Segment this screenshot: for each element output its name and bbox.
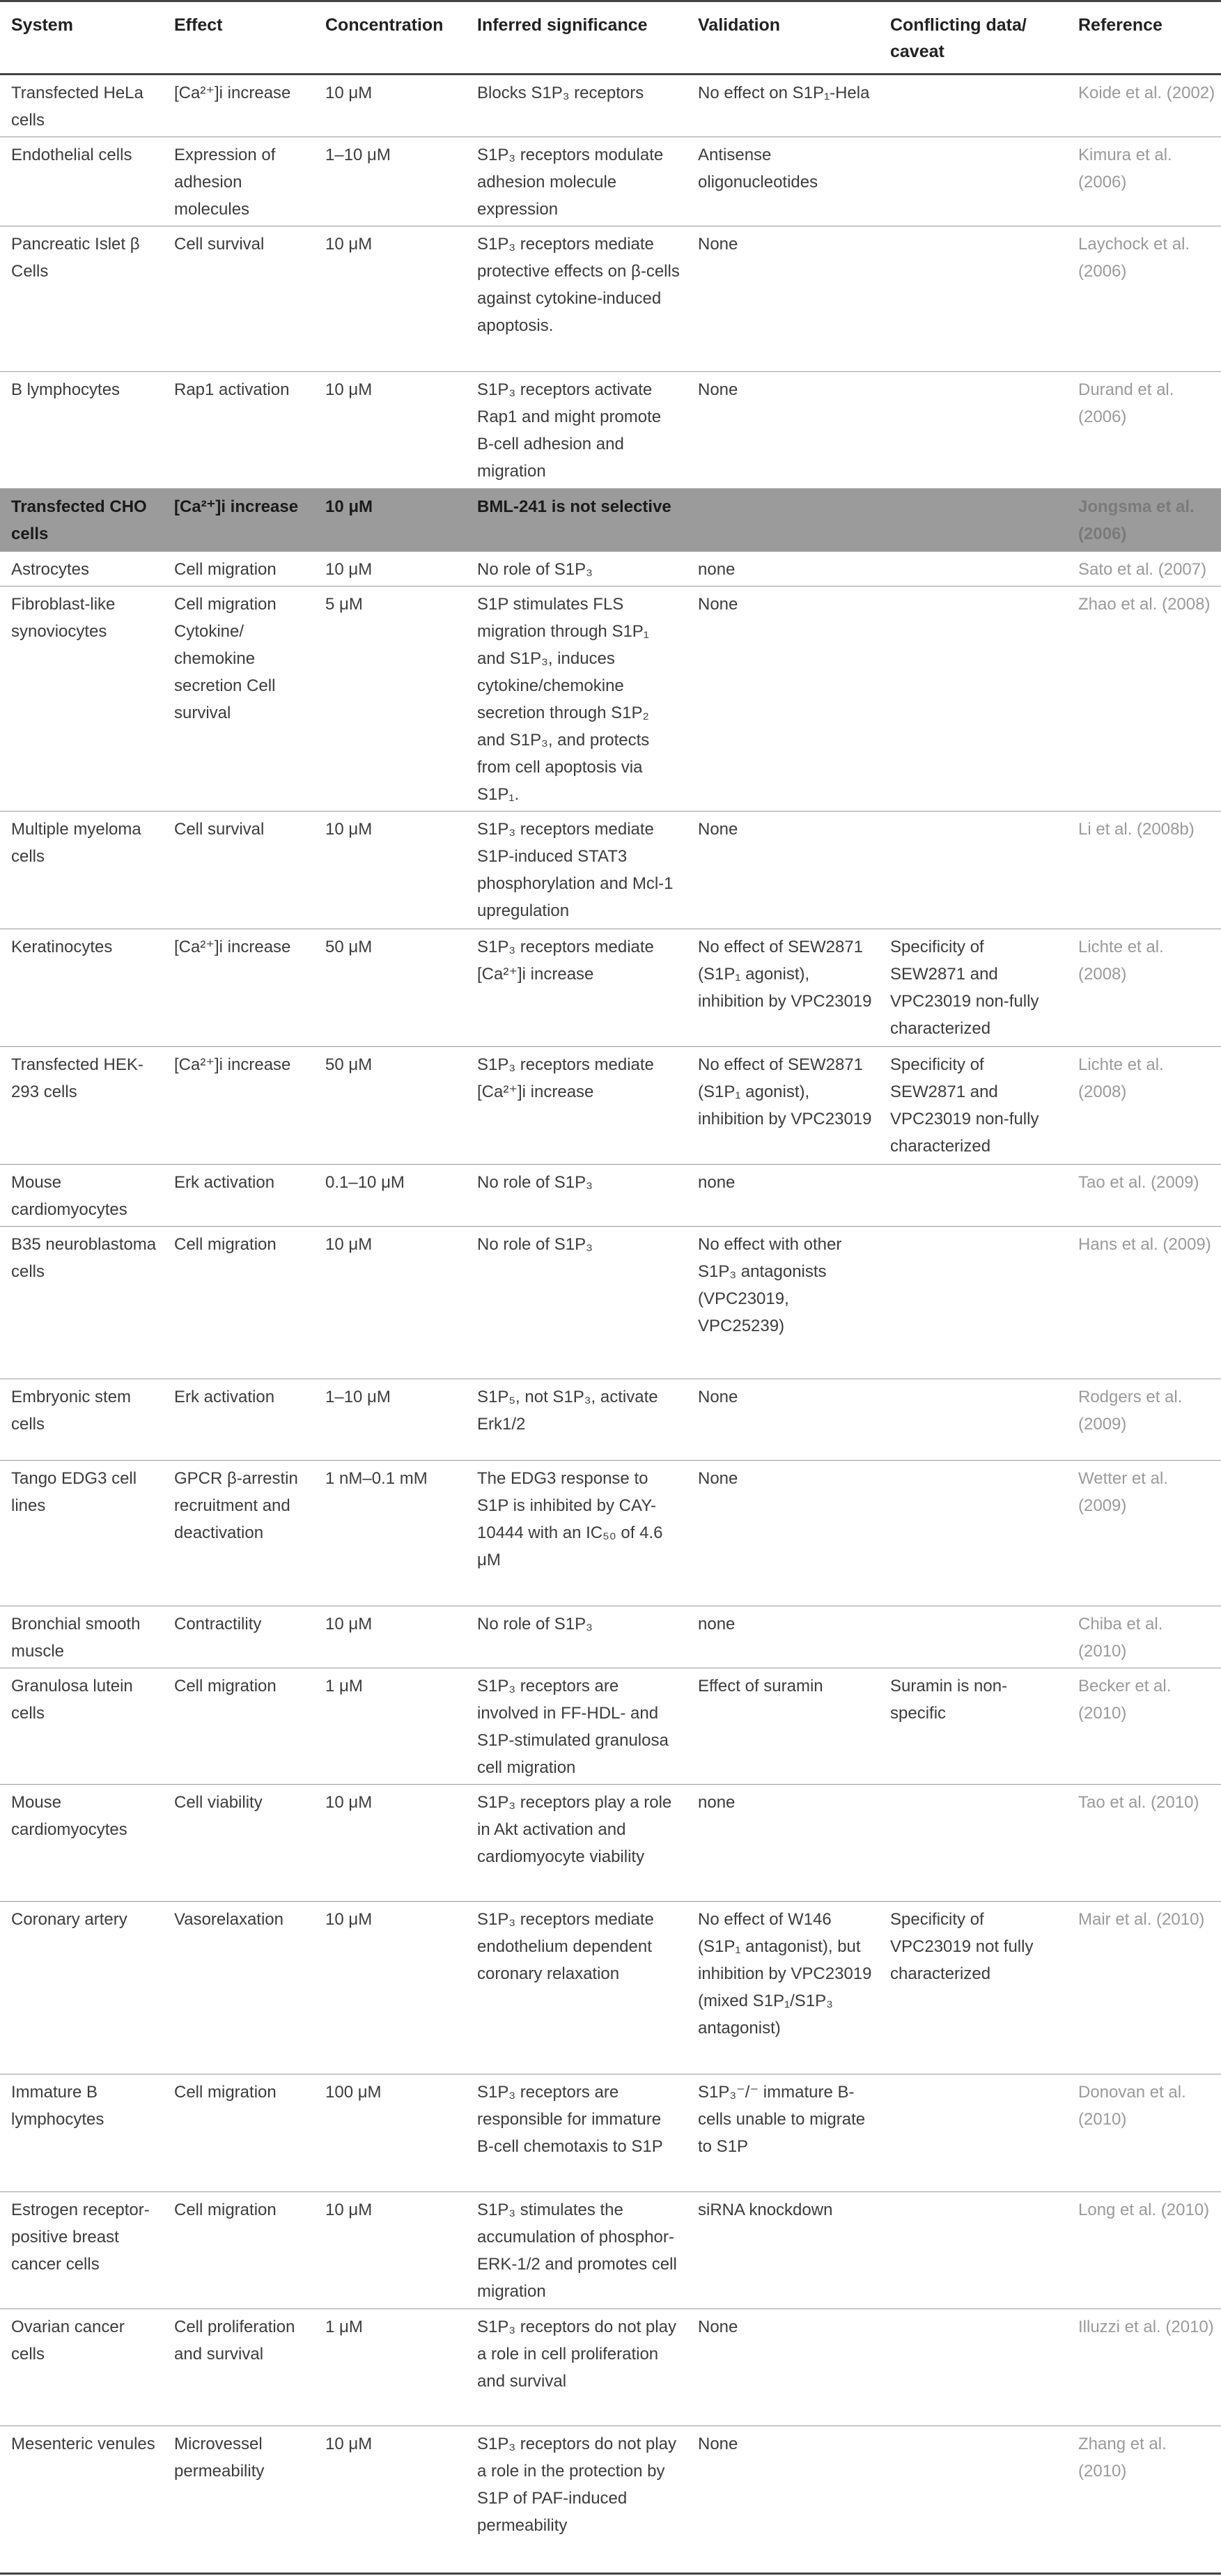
table-row — [0, 137, 1221, 226]
table-row — [0, 1461, 1221, 1606]
cell-inferred-significance: The EDG3 response to S1P is inhibited by CAY-10444 with an IC₅₀ of 4.6 μM — [477, 1469, 663, 1569]
cell-inferred-significance: S1P₃ receptors do not play a role in the protection by S1P of PAF-induced permeability — [477, 2435, 676, 2535]
cell-validation: None — [698, 2435, 738, 2453]
table-row — [0, 75, 1221, 137]
cell-reference: Zhang et al. (2010) — [1078, 2435, 1167, 2481]
cell-effect: Cell viability — [174, 1793, 263, 1812]
cell-validation: No effect with other S1P₃ antagonists (VPC23019, VPC25239) — [698, 1235, 842, 1335]
cell-caveat — [879, 489, 1067, 552]
cell-system: Astrocytes — [11, 560, 90, 579]
table-row — [0, 1227, 1221, 1379]
cell-effect: Cell migration — [174, 2201, 277, 2219]
table-row — [0, 489, 1221, 552]
cell-caveat — [879, 812, 1067, 929]
table-row — [0, 1785, 1221, 1902]
cell-concentration: 5 μM — [325, 595, 363, 614]
cell-reference: Hans et al. (2009) — [1078, 1235, 1211, 1254]
cell-caveat — [879, 2074, 1067, 2192]
table-row — [0, 1047, 1221, 1165]
header-effect: Effect — [174, 15, 223, 35]
cell-validation: No effect of SEW2871 (S1P₁ agonist), inhibition by VPC23019 — [698, 938, 872, 1011]
cell-reference: Li et al. (2008b) — [1078, 820, 1195, 839]
cell-effect: Expression of adhesion molecules — [174, 146, 276, 219]
cell-effect: [Ca²⁺]i increase — [163, 489, 314, 552]
cell-validation: None — [698, 595, 738, 614]
cell-effect: Erk activation — [174, 1388, 275, 1406]
cell-concentration: 1–10 μM — [325, 1388, 391, 1406]
cell-system: Ovarian cancer cells — [11, 2318, 125, 2364]
cell-effect: Vasorelaxation — [174, 1910, 283, 1929]
cell-inferred-significance: S1P stimulates FLS migration through S1P₁ and S1P₃, induces cytokine/chemokine secretion through S1P₂ and S1P₃, and protects from cell apoptosis via S1P₁. — [477, 595, 650, 804]
cell-concentration: 50 μM — [325, 938, 373, 956]
cell-effect: Cell migration — [174, 560, 277, 579]
cell-system: Keratinocytes — [11, 938, 113, 956]
cell-reference: Illuzzi et al. (2010) — [1078, 2318, 1214, 2336]
cell-effect: Cell proliferation and survival — [174, 2318, 295, 2364]
cell-effect: Contractility — [174, 1615, 262, 1634]
cell-caveat — [879, 75, 1067, 137]
cell-effect: Cell migration — [174, 1235, 277, 1254]
cell-reference: Jongsma et al. (2006) — [1067, 489, 1221, 552]
cell-effect: Cell migration — [174, 2083, 277, 2102]
cell-reference: Mair et al. (2010) — [1078, 1910, 1205, 1929]
cell-inferred-significance: S1P₃ receptors play a role in Akt activation and cardiomyocyte viability — [477, 1793, 672, 1866]
cell-reference: Kimura et al. (2006) — [1078, 146, 1172, 192]
cell-validation: none — [698, 560, 736, 579]
cell-caveat: Suramin is non-specific — [890, 1677, 1008, 1723]
cell-validation: No effect of W146 (S1P₁ antagonist), but inhibition by VPC23019 (mixed S1P₁/S1P₃ antagonist) — [698, 1910, 872, 2038]
cell-caveat: Specificity of SEW2871 and VPC23019 non-fully characterized — [890, 938, 1039, 1038]
cell-concentration: 0.1–10 μM — [325, 1173, 405, 1192]
table-row — [0, 372, 1221, 489]
header-inferred-significance: Inferred significance — [477, 15, 648, 35]
cell-validation: None — [698, 380, 738, 399]
header-concentration: Concentration — [325, 15, 444, 35]
table-row — [0, 1165, 1221, 1227]
cell-concentration: 100 μM — [325, 2083, 382, 2102]
cell-reference: Chiba et al. (2010) — [1078, 1615, 1163, 1661]
cell-caveat — [879, 1785, 1067, 1902]
cell-inferred-significance: S1P₃ receptors are involved in FF-HDL- and S1P-stimulated granulosa cell migration — [477, 1677, 669, 1777]
cell-effect: GPCR β-arrestin recruitment and deactivation — [174, 1469, 298, 1542]
cell-system: Immature B lymphocytes — [11, 2083, 104, 2129]
cell-inferred-significance: S1P₃ receptors modulate adhesion molecule expression — [477, 146, 664, 219]
cell-inferred-significance: No role of S1P₃ — [477, 1173, 593, 1192]
cell-system: Endothelial cells — [11, 146, 132, 164]
cell-inferred-significance: No role of S1P₃ — [477, 1615, 593, 1634]
cell-concentration: 10 μM — [325, 380, 373, 399]
table-row — [0, 552, 1221, 587]
cell-system: Coronary artery — [11, 1910, 127, 1929]
table-row — [0, 812, 1221, 929]
cell-concentration: 10 μM — [325, 820, 373, 839]
cell-caveat — [879, 372, 1067, 489]
cell-caveat — [879, 1379, 1067, 1461]
cell-system: Pancreatic Islet β Cells — [11, 235, 140, 281]
cell-effect: [Ca²⁺]i increase — [174, 84, 291, 102]
cell-caveat — [879, 552, 1067, 587]
cell-validation: None — [698, 820, 738, 839]
cell-system: Transfected HeLa cells — [11, 84, 143, 130]
table-row — [0, 1379, 1221, 1461]
cell-effect: Cell migration — [174, 1677, 277, 1696]
cell-system: Tango EDG3 cell lines — [11, 1469, 137, 1515]
cell-system: Mouse cardiomyocytes — [11, 1173, 127, 1219]
cell-system: B lymphocytes — [11, 380, 120, 399]
cell-system: Transfected CHO cells — [0, 489, 163, 552]
cell-reference: Durand et al. (2006) — [1078, 380, 1174, 426]
header-validation: Validation — [698, 15, 781, 35]
cell-caveat — [879, 2426, 1067, 2574]
cell-concentration: 10 μM — [325, 2435, 373, 2453]
cell-concentration: 10 μM — [325, 560, 373, 579]
table-body — [0, 75, 1221, 2574]
cell-caveat — [879, 587, 1067, 812]
table-row — [0, 2309, 1221, 2426]
cell-concentration: 50 μM — [325, 1055, 373, 1074]
cell-inferred-significance: S1P₃ receptors are responsible for immature B-cell chemotaxis to S1P — [477, 2083, 663, 2156]
cell-inferred-significance: S1P₃ receptors mediate S1P-induced STAT3 phosphorylation and Mcl-1 upregulation — [477, 820, 674, 920]
cell-concentration: 10 μM — [325, 1235, 373, 1254]
cell-concentration: 1–10 μM — [325, 146, 391, 164]
cell-inferred-significance: S1P₅, not S1P₃, activate Erk1/2 — [477, 1388, 658, 1434]
cell-reference: Tao et al. (2010) — [1078, 1793, 1199, 1812]
cell-concentration: 10 μM — [314, 489, 466, 552]
cell-validation: none — [698, 1173, 736, 1192]
cell-system: Bronchial smooth muscle — [11, 1615, 141, 1661]
cell-validation: Antisense oligonucleotides — [698, 146, 818, 192]
cell-inferred-significance: No role of S1P₃ — [477, 1235, 593, 1254]
cell-caveat — [879, 1227, 1067, 1379]
cell-inferred-significance: No role of S1P₃ — [477, 560, 593, 579]
cell-caveat: Specificity of VPC23019 not fully characterized — [890, 1910, 1034, 1983]
cell-concentration: 1 μM — [325, 1677, 363, 1696]
cell-effect: Erk activation — [174, 1173, 275, 1192]
cell-concentration: 10 μM — [325, 84, 373, 102]
cell-reference: Laychock et al. (2006) — [1078, 235, 1190, 281]
cell-effect: Cell migration Cytokine/ chemokine secretion Cell survival — [174, 595, 277, 722]
table-row — [0, 1902, 1221, 2074]
cell-validation: None — [698, 2318, 738, 2336]
cell-caveat — [879, 1606, 1067, 1668]
header-conflicting-data: Conflicting data/ caveat — [890, 15, 1027, 61]
cell-reference: Tao et al. (2009) — [1078, 1173, 1199, 1192]
cell-caveat — [879, 2192, 1067, 2309]
cell-reference: Lichte et al. (2008) — [1078, 938, 1164, 984]
cell-reference: Zhao et al. (2008) — [1078, 595, 1211, 614]
header-reference: Reference — [1078, 15, 1162, 35]
cell-system: Mesenteric venules — [11, 2435, 155, 2453]
cell-concentration: 10 μM — [325, 1793, 373, 1812]
cell-inferred-significance: S1P₃ receptors mediate protective effects on β-cells against cytokine-induced apoptosis. — [477, 235, 680, 335]
cell-system: Embryonic stem cells — [11, 1388, 132, 1434]
cell-inferred-significance: S1P₃ receptors do not play a role in cell proliferation and survival — [477, 2318, 676, 2391]
table-row — [0, 929, 1221, 1047]
cell-validation: No effect of SEW2871 (S1P₁ agonist), inhibition by VPC23019 — [698, 1055, 872, 1128]
cell-inferred-significance: S1P₃ receptors mediate endothelium dependent coronary relaxation — [477, 1910, 654, 1983]
cell-validation: S1P₃⁻/⁻ immature B-cells unable to migrate to S1P — [698, 2083, 866, 2156]
cell-system: B35 neuroblastoma cells — [11, 1235, 157, 1281]
cell-system: Estrogen receptor-positive breast cancer cells — [11, 2201, 150, 2274]
cell-inferred-significance: BML-241 is not selective — [466, 489, 687, 552]
cell-validation: Effect of suramin — [698, 1677, 823, 1696]
cell-caveat — [879, 137, 1067, 226]
cell-caveat — [879, 226, 1067, 372]
cell-system: Granulosa lutein cells — [11, 1677, 133, 1723]
table-row — [0, 1606, 1221, 1668]
cell-reference: Long et al. (2010) — [1078, 2201, 1210, 2219]
cell-inferred-significance: Blocks S1P₃ receptors — [477, 84, 644, 102]
cell-caveat — [879, 1165, 1067, 1227]
cell-reference: Wetter et al. (2009) — [1078, 1469, 1168, 1515]
cell-system: Multiple myeloma cells — [11, 820, 141, 866]
cell-inferred-significance: S1P₃ receptors mediate [Ca²⁺]i increase — [477, 1055, 654, 1101]
table-row — [0, 2426, 1221, 2574]
cell-caveat — [879, 1461, 1067, 1606]
cell-caveat: Specificity of SEW2871 and VPC23019 non-fully characterized — [890, 1055, 1039, 1156]
cell-caveat — [879, 2309, 1067, 2426]
cell-validation — [687, 489, 879, 552]
cell-validation: No effect on S1P₁-Hela — [698, 84, 870, 102]
cell-validation: None — [698, 235, 738, 254]
cell-inferred-significance: S1P₃ receptors activate Rap1 and might promote B-cell adhesion and migration — [477, 380, 662, 481]
cell-concentration: 1 μM — [325, 2318, 363, 2336]
cell-effect: Rap1 activation — [174, 380, 290, 399]
cell-validation: None — [698, 1469, 738, 1488]
cell-concentration: 10 μM — [325, 1910, 373, 1929]
cell-concentration: 10 μM — [325, 1615, 373, 1634]
cell-inferred-significance: S1P₃ receptors mediate [Ca²⁺]i increase — [477, 938, 654, 984]
cell-validation: none — [698, 1793, 736, 1812]
cell-concentration: 10 μM — [325, 2201, 373, 2219]
cell-effect: Microvessel permeability — [174, 2435, 265, 2481]
cell-reference: Sato et al. (2007) — [1078, 560, 1207, 579]
cell-validation: None — [698, 1388, 738, 1406]
table-row — [0, 226, 1221, 372]
cell-inferred-significance: S1P₃ stimulates the accumulation of phosphor-ERK-1/2 and promotes cell migration — [477, 2201, 677, 2301]
table-row — [0, 1668, 1221, 1785]
table-row — [0, 2192, 1221, 2309]
cell-effect: Cell survival — [174, 820, 265, 839]
cell-reference: Rodgers et al. (2009) — [1078, 1388, 1183, 1434]
cell-reference: Koide et al. (2002) — [1078, 84, 1215, 102]
cell-reference: Becker et al. (2010) — [1078, 1677, 1172, 1723]
cell-concentration: 1 nM–0.1 mM — [325, 1469, 428, 1488]
header-system: System — [11, 15, 73, 35]
cell-effect: [Ca²⁺]i increase — [174, 1055, 291, 1074]
table-row — [0, 587, 1221, 812]
cell-effect: [Ca²⁺]i increase — [174, 938, 291, 956]
cell-validation: siRNA knockdown — [698, 2201, 833, 2219]
cell-concentration: 10 μM — [325, 235, 373, 254]
cell-validation: none — [698, 1615, 736, 1634]
cell-system: Transfected HEK-293 cells — [11, 1055, 143, 1101]
cell-effect: Cell survival — [174, 235, 265, 254]
table-row — [0, 2074, 1221, 2192]
cell-system: Fibroblast-like synoviocytes — [11, 595, 116, 641]
cell-reference: Donovan et al. (2010) — [1078, 2083, 1186, 2129]
table-header-row — [0, 1, 1221, 75]
cell-system: Mouse cardiomyocytes — [11, 1793, 127, 1839]
cell-reference: Lichte et al. (2008) — [1078, 1055, 1164, 1101]
